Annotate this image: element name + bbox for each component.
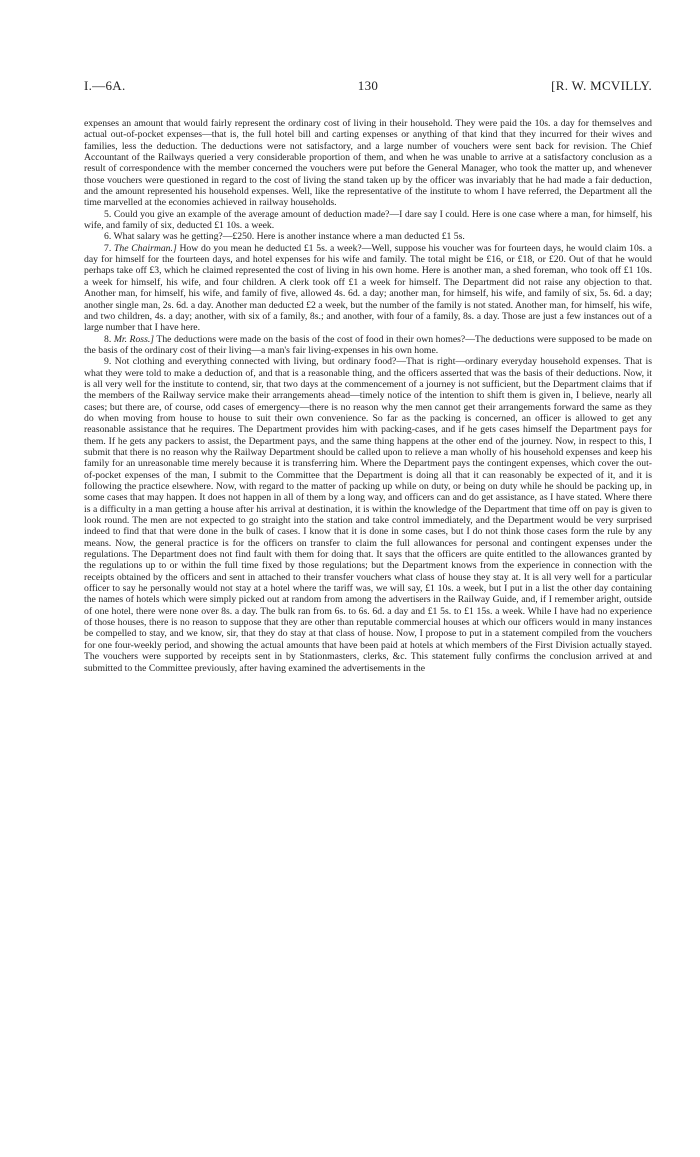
paragraph [84,231,652,242]
paragraph [84,356,652,674]
paragraph-text: Not clothing and everything connected with living, but ordinary food?—That is right—ordinary everyday household expenses. That is what they were told to make a deduction of, and that is a reasonable thing, and the officers asserted that was the basis of their deductions. Now, it is all very well for the institute to contend, sir, that two days at the commencement of a journey is not sufficient, but the Department claims that if the members of the Railway service make their arrangements ahead—timely notice of the intention to shift them is given in, I believe, nearly all cases; but there are, of course, odd cases of emergency—there is no reason why the men cannot get their arrangements forward the same as they do when moving from house to house to suit their own convenience. So far as the packing is concerned, an officer is allowed to get any reasonable assistance that he requires. The Department provides him with packing-cases, and if he gets cases himself the Department pays for them. If he gets any packers to assist, the Department pays, and the same thing happens at the other end of the journey. Now, in respect to this, I submit that there is no reason why the Railway Department should be called upon to relieve a man wholly of his household expenses and keep his family for an unreasonable time merely because it is transferring him. Where the Department pays the contingent expenses, which cover the out-of-pocket expenses of the man, I submit to the Committee that the Department is doing all that it can reasonably be expected of it, and it is following the practice elsewhere. Now, with regard to the matter of packing up while on duty, or being on duty while he should be packing up, in some cases that may happen. It does not happen in all of them by a long way, and officers can and do get assistance, as I have stated. Where there is a difficulty in a man getting a house after his arrival at destination, it is within the knowledge of the Department that time off on pay is given to look round. The men are not expected to go straight into the station and take control immediately, and the Department would be very surprised indeed to find that that were done in the bulk of cases. I know that it is done in some cases, but I do not think those cases form the rule by any means. Now, the general practice is for the officers on transfer to claim the full allowances for personal and contingent expenses under the regulations. The Department does not find fault with them for doing that. It says that the officers are quite entitled to the allowances granted by the regulations up to or within the full time fixed by those regulations; but the Department knows from the experience in connection with the receipts obtained by the officers and sent in attached to their transfer vouchers what class of house they stay at. It is all very well for a particular officer to say he personally would not stay at a hotel where the tariff was, we will say, £1 10s. a week, but I put in a list the other day containing the names of hotels which were simply picked out at random from among the advertisers in the Railway Guide, and, if I remember aright, outside of one hotel, there were none over 8s. a day. The bulk ran from 6s. to 6s. 6d. a day and £1 5s. to £1 15s. a week. While I have had no experience of those houses, there is no reason to suppose that they are other than reputable commercial houses at which our officers would in many instances be compelled to stay, and we know, sir, that they do stay at that class of house. Now, I propose to put in a statement compiled from the vouchers for one four-weekly period, and showing the actual amounts that have been paid at hotels at which members of the First Division actually stayed. The vouchers were supported by receipts sent in by Stationmasters, clerks, &c. This statement fully confirms the conclusion arrived at and submitted to the Committee previously, after having examined the advertisements in the [84,356,652,674]
paragraph [84,243,652,334]
document-body [84,118,652,674]
paragraph [84,118,652,209]
speaker-label: The Chairman.] [113,242,177,254]
question-number: 9. [104,356,112,368]
paragraph-text: The deductions were made on the basis of the cost of food in their own homes?—The deductions were supposed to be made on the basis of the ordinary cost of their living—a man's fair living-expenses in his own home. [84,333,653,356]
question-number: 7. [104,242,112,254]
paragraph [84,334,652,357]
paragraph-text: What salary was he getting?—£250. Here is another instance where a man deducted £1 5s. [113,231,465,243]
question-number: 6. [104,231,112,243]
paragraph [84,209,652,232]
paper-reference: I.—6A. [84,78,126,93]
page-header [84,78,652,94]
question-number: 5. [104,208,112,220]
paragraph-text: Could you give an example of the average amount of deduction made?—I dare say I could. Here is one case where a man, for himself, his wife, and family of six, deducted £1 10s. a week. [84,208,652,232]
question-number: 8. [104,333,112,345]
witness-name: [R. W. MCVILLY. [551,78,652,93]
speaker-label: Mr. Ross.] [113,333,155,345]
page-number: 130 [357,78,379,93]
paragraph-text: How do you mean he deducted £1 5s. a week?—Well, suppose his voucher was for fourteen days, he would claim 10s. a day for himself for the fourteen days, and hotel expenses for his wife and family. The total might be £16, or £18, or £20. Out of that he would perhaps take off £3, which he claimed represented the cost of living in his own home. Here is another man, a shed foreman, who took off £1 10s. a week for himself, his wife, and four children. A clerk took off £1 a week for himself. The Department did not raise any objection to that. Another man, for himself, his wife, and family of five, allowed 4s. 6d. a day; another man, for himself, his wife, and family of six, 5s. 6d. a day; another single man, 2s. 6d. a day. Another man deducted £2 a week, but the number of the family is not stated. Another man, for himself, his wife, and two children, 4s. a day; another, with six of a family, 8s.; and another, with four of a family, 8s. a day. Those are just a few instances out of a large number that I have here. [84,242,652,334]
paragraph-text: expenses an amount that would fairly represent the ordinary cost of living in their household. They were paid the 10s. a day for themselves and actual out-of-pocket expenses—that is, the full hotel bill and carting expenses or anything of that kind that they incurred for their wives and families, less the deduction. The deductions were not satisfactory, and a large number of vouchers were sent back for revision. The Chief Accountant of the Railways queried a very considerable proportion of them, and when he was unable to arrive at a satisfactory conclusion as a result of correspondence with the member concerned the vouchers were put before the General Manager, who took the matter up, and whenever those vouchers were questioned in regard to the cost of living the stand taken up by the officer was invariably that he had made a fair deduction, and the amount represented his household expenses. Well, like the representative of the institute to whom I have referred, the Department all the time marvelled at the economies achieved in railway households. [84,118,652,209]
